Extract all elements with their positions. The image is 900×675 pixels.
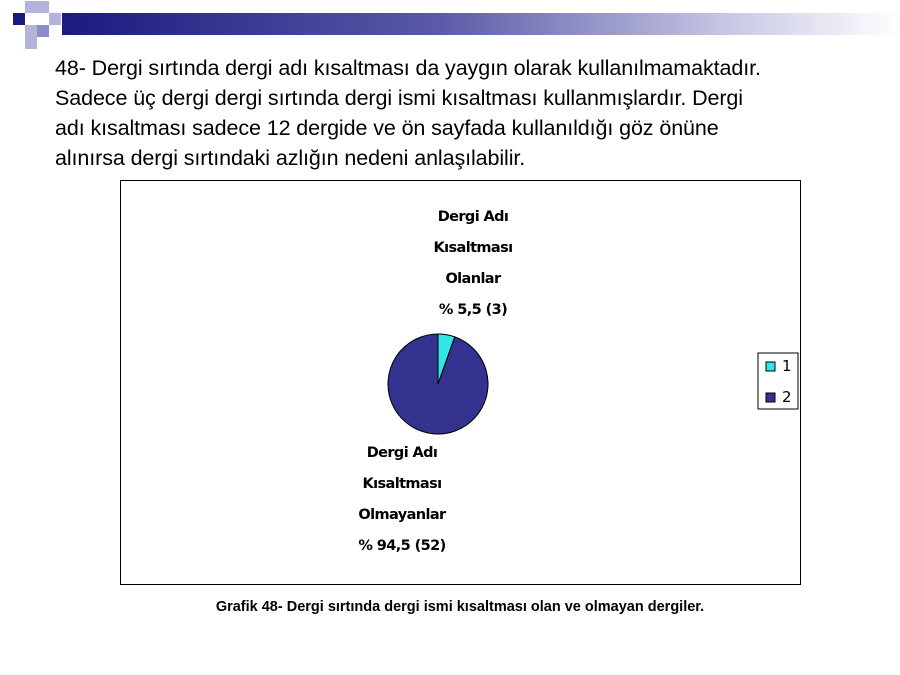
header-bar [62, 13, 900, 35]
data-label-line: Kısaltması [433, 240, 513, 256]
decor-square [25, 37, 37, 49]
figure-caption: Grafik 48- Dergi sırtında dergi ismi kısaltması olan ve olmayan dergiler. [215, 599, 705, 615]
decor-square [25, 25, 37, 37]
data-label-line: Dergi Adı [366, 445, 438, 461]
decor-square [49, 13, 61, 25]
decor-square [37, 1, 49, 13]
decor-square [25, 1, 37, 13]
pie-slices [388, 334, 488, 434]
data-label-line: Olanlar [445, 271, 501, 287]
chart-area [120, 180, 801, 585]
legend-label-1: 1 [782, 357, 792, 375]
data-label-line: Dergi Adı [437, 209, 509, 225]
paragraph-line: Sadece üç dergi dergi sırtında dergi ismi kısaltması kullanmışlardır. Dergi [55, 86, 743, 110]
legend-label-2: 2 [782, 388, 792, 406]
paragraph-line: alınırsa dergi sırtındaki azlığın nedeni anlaşılabilir. [55, 146, 526, 170]
legend [758, 353, 798, 409]
body-paragraph [55, 53, 895, 173]
pie-chart [121, 181, 800, 584]
data-label-line: Olmayanlar [358, 507, 446, 523]
legend-swatch-2 [766, 393, 775, 402]
paragraph-line: 48- Dergi sırtında dergi adı kısaltması da yaygın olarak kullanılmamaktadır. [55, 56, 761, 80]
data-label-line: % 94,5 (52) [358, 538, 446, 554]
legend-box [758, 353, 798, 409]
pie-slice-2 [388, 334, 488, 434]
legend-swatch-1 [766, 362, 775, 371]
data-label-line: Kısaltması [362, 476, 442, 492]
paragraph-line: adı kısaltması sadece 12 dergide ve ön sayfada kullanıldığı göz önüne [55, 116, 719, 140]
decor-square [37, 25, 49, 37]
data-label-line: % 5,5 (3) [438, 302, 508, 318]
decor-square [13, 13, 25, 25]
